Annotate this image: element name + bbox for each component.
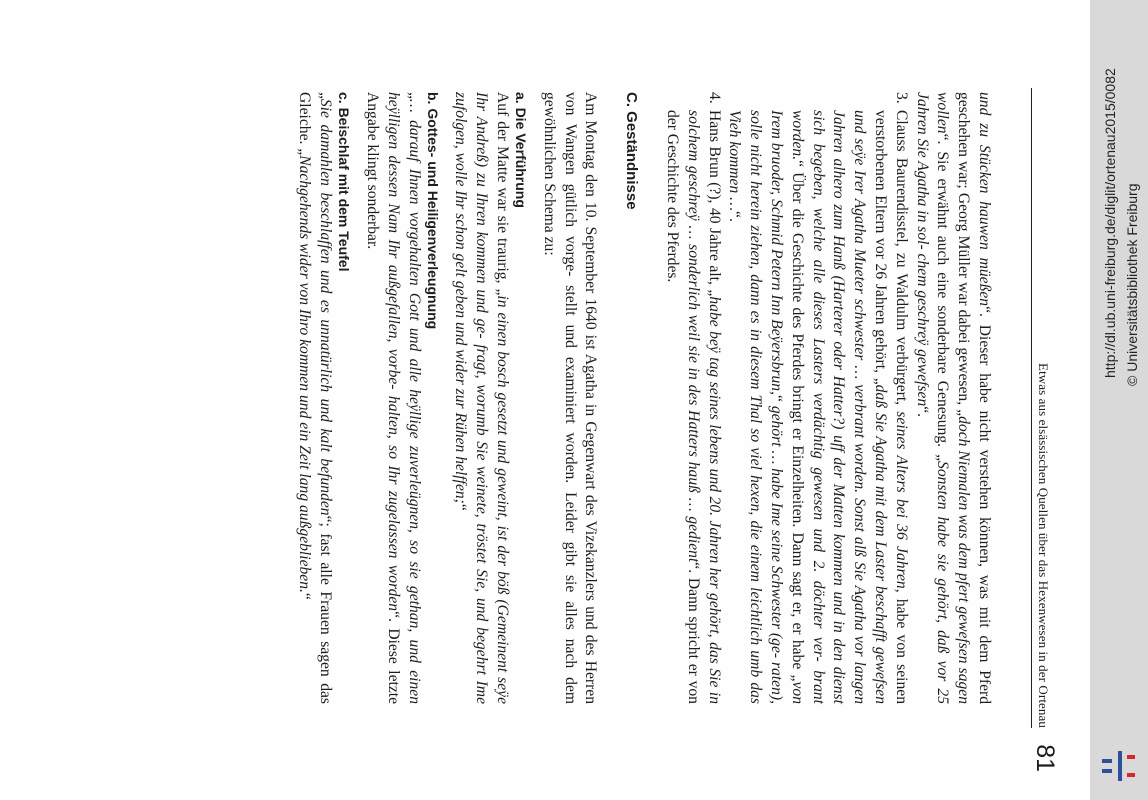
subheading-a: a. Die Verführung xyxy=(513,92,530,208)
subheading-c: c. Beischlaf mit dem Teufel xyxy=(336,92,353,272)
source-url-link[interactable]: http://dl.ub.uni-freiburg.de/diglit/ortenau2015/0082 xyxy=(1102,68,1118,378)
witness-list xyxy=(661,92,911,704)
logo-blue-bar-bottom xyxy=(1102,769,1112,773)
section-heading-c: C. Geständnisse xyxy=(623,92,641,210)
logo-red-bar-bottom xyxy=(1127,773,1135,777)
logo-blue-bar-top xyxy=(1102,759,1112,763)
logo-red-bar-top xyxy=(1127,755,1135,759)
paragraph-c: „Sie damahlen beschlaffen und es unnatürlich und kalt befunden“; fast alle Frauen sagen das Gleiche. „Nachgehends wider von Ihro kommen und ein Zeit lang außgeblieben.“ xyxy=(296,92,335,704)
page-body xyxy=(294,92,994,704)
page-number: 81 xyxy=(1031,744,1059,772)
paragraph-b: „… darauf Ihnen vorgehalten Gott und alle heÿllige zuverleügnen, so sie gethan, und einen heÿlligen dessen Nam Ihr außgefallen, vorbe- halten, so Ihr zugelassen worden“. Diese letzte Angabe klingt sonderbar. xyxy=(364,92,423,704)
logo-blue-bar-main xyxy=(1118,751,1122,781)
subheading-b: b. Gottes- und Heiligenverleugnung xyxy=(424,92,441,330)
list-item-number: 4. xyxy=(705,92,723,104)
copyright-notice: © Universitätsbibliothek Freiburg xyxy=(1124,183,1140,386)
list-item-number: 3. xyxy=(892,92,910,104)
section-c-intro: Am Montag den 10. September 1640 ist Agatha in Gegenwart des Vizekanzlers und des Herren von Wangen gütlich vorge- stellt und examiniert worden. Leider gibt sie alles nach dem gewöhnlichen Schema zu: xyxy=(540,92,600,704)
running-title: Etwas aus elsässischen Quellen über das Hexenwesen in der Ortenau xyxy=(1036,363,1051,728)
continued-paragraph: und zu Stücken hauwen müeßen“. Dieser habe nicht verstehen können, was mit dem Pferd geschehen war; Georg Müller war dabei gewesen, „doch Niemalen was dem pfert gewefsen sagen wollen“. Sie erwähnt auch eine sonderbare Genesung. „Sonsten habe sie gehört, daß vor 25 Jahren Sie Agatha in sol- chem geschreÿ gewefsen“. xyxy=(913,92,993,705)
list-item-text: Clauss Baurendisstel, zu Waldulm verbürgert, seines Alters bei 36 Jahren, habe von seinen verstorbenen Eltern vor 26 Jahren gehört, „daß Sie Agatha mit dem Laster beschafft gewefsen und seÿe Irer Agatha Mueter schwester … verbrant worden. Sonst alß Sie Agatha vor langen Jahren alhero zum Hanß (Harterer oder Hatter?) uff der Matten kommen und in den dienst sich begeben, welche alle dieses Lasters verdächtig gewesen und 2. döchter ver- brant worden.“ Über die Geschichte des Pferdes bringt er Einzelheiten. Dann sagt er, er habe „von Irem bruoder, Schmid Petern Inn Beÿersbrun,“ gehört … habe Ime seine Schwester (ge- raten), solle nicht herein ziehen, dann es in diesem Thal so viel hexen, die einem leichtlich umb das Vieh kommen …“. xyxy=(726,110,910,705)
running-header xyxy=(1031,88,1059,772)
paragraph-a: Auf der Matte war sie traurig, „in einen bosch gesetzt und geweint, ist der böß (Gemeinent seÿe Ihr Andreß) zu Ihren kommen und ge- fragt, worumb Sie weinete, tröstet Sie, und begehrt Ime zufolgen, wolle Ihr schon gelt geben und wider zur Rühen helffen;“ xyxy=(452,92,512,704)
viewer-sidebar xyxy=(1090,0,1148,800)
list-item-text: Hans Brun (?), 40 Jahre alt, „habe beÿ tag seines lebens und 20. Jahren her gehört, das Sie in solchem geschreÿ … sonderlich weil sie in des Hatters hauß … gedient“. Dann spricht er von der Geschichte des Pferdes. xyxy=(664,110,723,705)
list-item xyxy=(724,92,911,704)
ub-freiburg-logo-icon xyxy=(1097,745,1139,787)
list-item xyxy=(661,92,723,704)
